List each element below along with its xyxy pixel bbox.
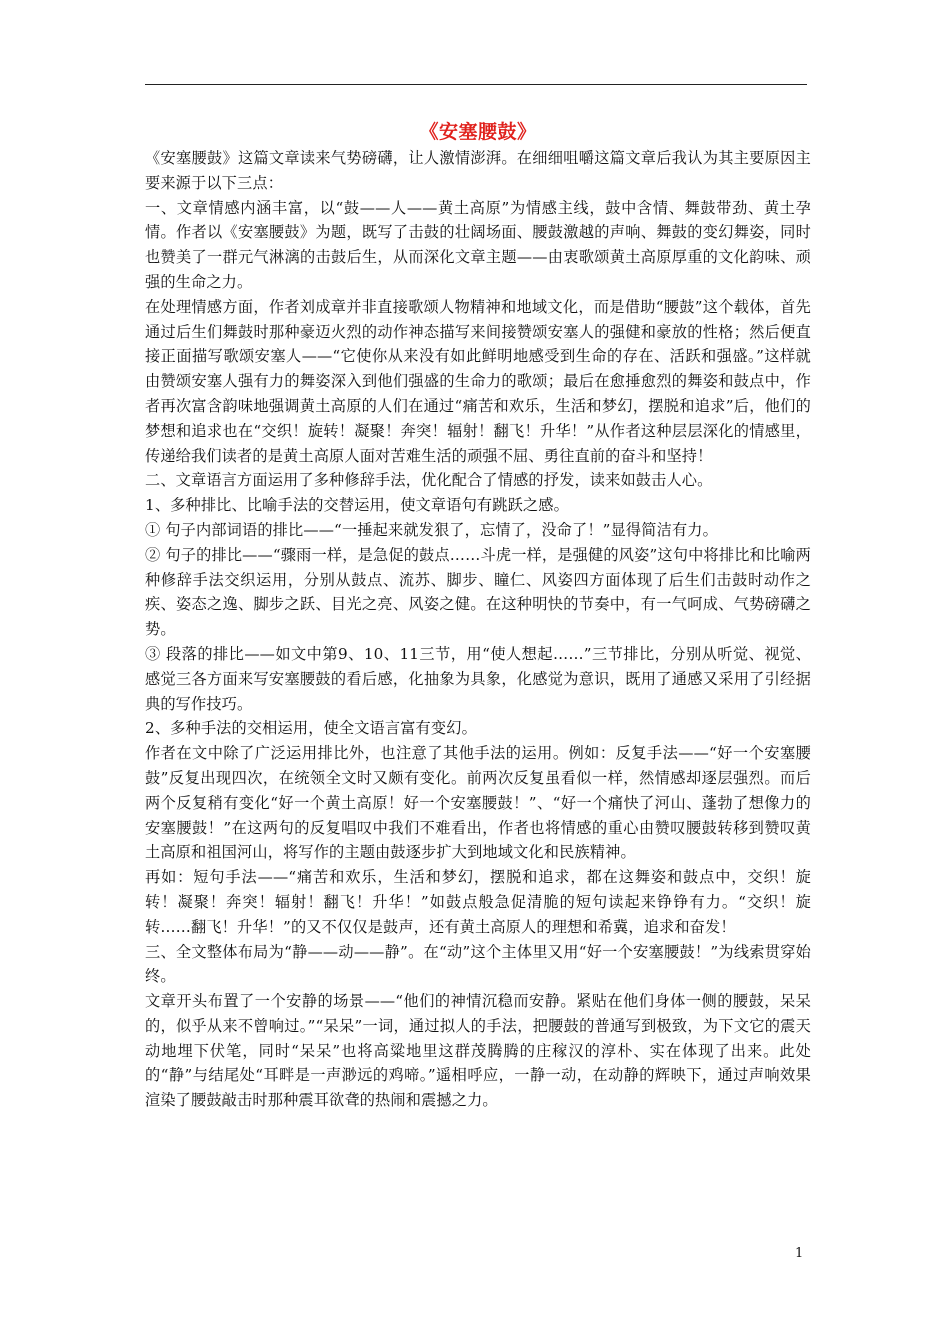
paragraph-section-1: 一、文章情感内涵丰富，以“鼓——人——黄土高原”为情感主线，鼓中含情、舞鼓带劲、黄土孕情。作者以《安塞腰鼓》为题，既写了击鼓的壮阔场面、腰鼓激越的声响、舞鼓的变幻舞姿，同时也赞美了一群元气淋漓的击鼓后生，从而深化文章主题——由衷歌颂黄土高原厚重的文化韵味、顽强的生命之力。 [145, 198, 811, 291]
page-number: 1 [795, 1246, 804, 1261]
paragraph-item-1: ① 句子内部词语的排比——“一捶起来就发狠了，忘情了，没命了！”显得简洁有力。 [145, 520, 718, 539]
paragraph-subsection-2: 2、多种手法的交相运用，使全文语言富有变幻。 [145, 719, 477, 738]
paragraph-intro: 《安塞腰鼓》这篇文章读来气势磅礴，让人激情澎湃。在细细咀嚼这篇文章后我认为其主要原因主要来源于以下三点： [145, 149, 811, 192]
paragraph-item-2: ② 句子的排比——“骤雨一样，是急促的鼓点……斗虎一样，是强健的风姿”这句中将排比和比喻两种修辞手法交织运用，分别从鼓点、流苏、脚步、瞳仁、风姿四方面体现了后生们击鼓时动作之疾、姿态之逸、脚步之跃、目光之亮、风姿之健。在这种明快的节奏中，有一气呵成、气势磅礴之势。 [145, 545, 811, 639]
paragraph-emotion: 在处理情感方面，作者刘成章并非直接歌颂人物精神和地域文化，而是借助“腰鼓”这个载体，首先通过后生们舞鼓时那种豪迈火烈的动作神态描写来间接赞颂安塞人的强健和豪放的性格；然后便直接正面描写歌颂安塞人——“它使你从来没有如此鲜明地感受到生命的存在、活跃和强盛。”这样就由赞颂安塞人强有力的舞姿深入到他们强盛的生命力的歌颂；最后在愈捶愈烈的舞姿和鼓点中，作者再次富含韵味地强调黄土高原的人们在通过“痛苦和欢乐，生活和梦幻，摆脱和追求”后，他们的梦想和追求也在“交织！旋转！凝聚！奔突！辐射！翻飞！升华！”从作者这种层层深化的情感里，传递给我们读者的是黄土高原人面对苦难生活的顽强不屈、勇往直前的奋斗和坚持！ [145, 297, 811, 465]
paragraph-repetition: 作者在文中除了广泛运用排比外，也注意了其他手法的运用。例如：反复手法——“好一个安塞腰鼓”反复出现四次，在统领全文时又颇有变化。前两次反复虽看似一样，然情感却逐层强烈。而后两个反复稍有变化“好一个黄土高原！好一个安塞腰鼓！”、“好一个痛快了河山、蓬勃了想像力的安塞腰鼓！”在这两句的反复唱叹中我们不难看出，作者也将情感的重心由赞叹腰鼓转移到赞叹黄土高原和祖国河山，将写作的主题由鼓逐步扩大到地域文化和民族精神。 [145, 744, 811, 862]
paragraph-short-sentences: 再如：短句手法——“痛苦和欢乐，生活和梦幻，摆脱和追求，都在这舞姿和鼓点中，交织！旋转！凝聚！奔突！辐射！翻飞！升华！”如鼓点般急促清脆的短句读起来铮铮有力。“交织！旋转……翻飞！升华！”的又不仅仅是鼓声，还有黄土高原人的理想和希冀，追求和奋发！ [145, 868, 811, 936]
paragraph-item-3: ③ 段落的排比——如文中第9、10、11三节，用“使人想起……”三节排比，分别从听觉、视觉、感觉三各方面来写安塞腰鼓的看后感，化抽象为具象，化感觉为意识，既用了通感又采用了引经据典的写作技巧。 [145, 644, 811, 713]
paragraph-section-3: 三、全文整体布局为“静——动——静”。在“动”这个主体里又用“好一个安塞腰鼓！”为线索贯穿始终。 [145, 942, 811, 986]
document-body [145, 120, 811, 1113]
paragraph-subsection-1: 1、多种排比、比喻手法的交替运用，使文章语句有跳跃之感。 [145, 496, 569, 515]
header-rule [145, 84, 807, 85]
paragraph-section-2: 二、文章语言方面运用了多种修辞手法，优化配合了情感的抒发，读来如鼓击人心。 [145, 471, 713, 490]
paragraph-opening-scene: 文章开头布置了一个安静的场景——“他们的神情沉稳而安静。紧贴在他们身体一侧的腰鼓，呆呆的，似乎从来不曾响过。”“呆呆”一词，通过拟人的手法，把腰鼓的普通写到极致，为下文它的震天动地埋下伏笔，同时“呆呆”也将高粱地里这群茂腾腾的庄稼汉的淳朴、实在体现了出来。此处的“静”与结尾处“耳畔是一声渺远的鸡啼。”遥相呼应，一静一动，在动静的辉映下，通过声响效果渲染了腰鼓敲击时那种震耳欲聋的热闹和震撼之力。 [145, 992, 811, 1110]
document-title: 《安塞腰鼓》 [419, 121, 537, 143]
